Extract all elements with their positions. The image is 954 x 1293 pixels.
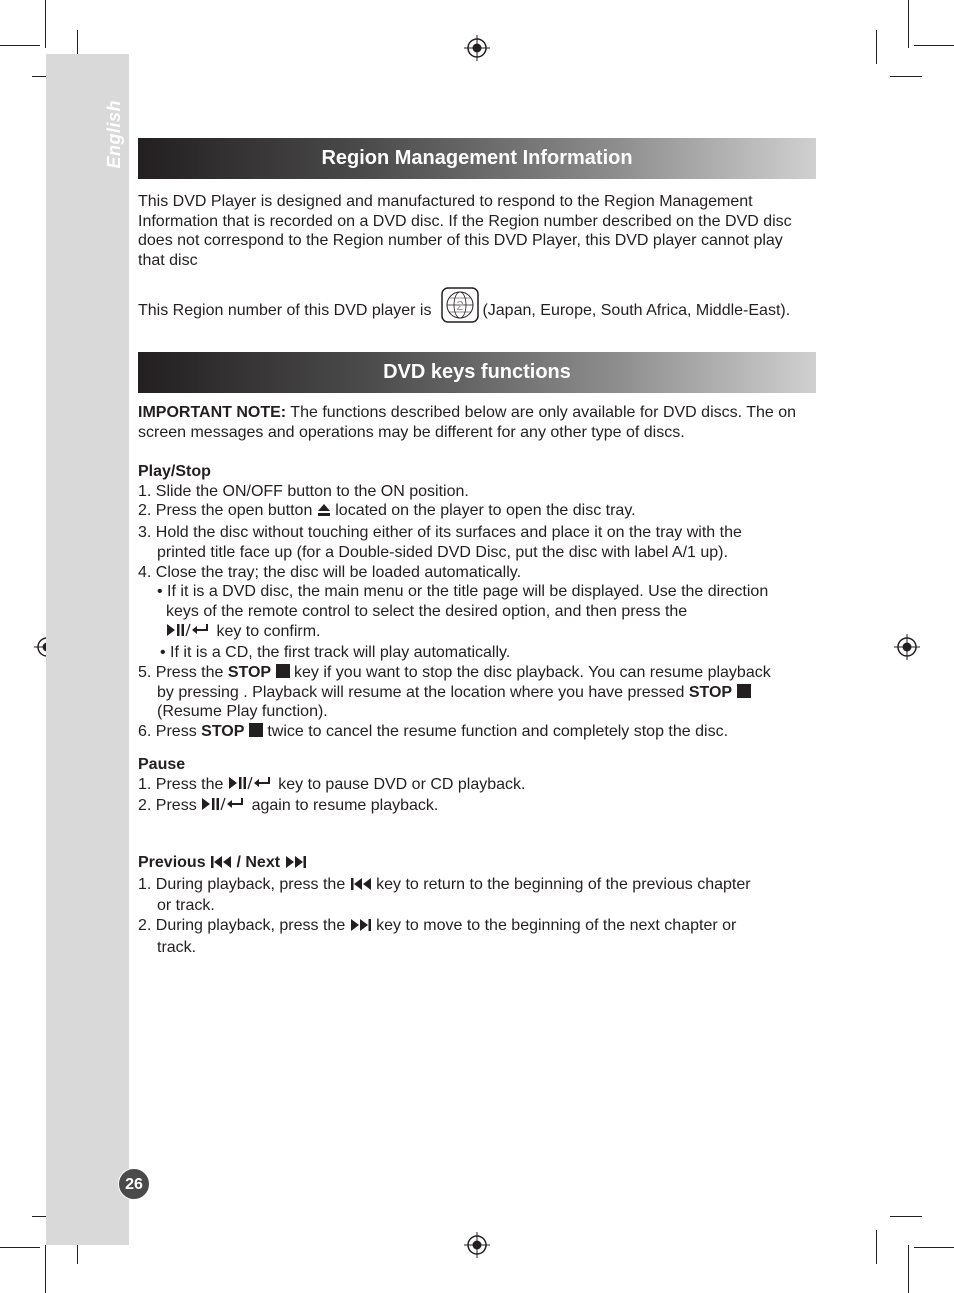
play-step-3-cont: printed title face up (for a Double-sided DVD Disc, put the disc with label A/1 up). [157,543,728,561]
play-step-4: 4. Close the tray; the disc will be loaded automatically. [138,563,522,581]
previous-icon [350,877,372,897]
prev-step-1-tail: key to return to the beginning of the previous chapter [376,875,751,893]
prev-step-1-text: 1. During playback, press the [138,875,350,893]
side-tab [46,54,129,1245]
registration-mark-icon [464,35,490,61]
play-stop-section [138,462,818,742]
play-step-2 [138,501,818,523]
play-step-2-tail: located on the player to open the disc tray. [330,502,636,520]
stop-icon [249,723,263,737]
pause-step-1-tail: key to pause DVD or CD playback. [278,775,526,793]
registration-mark-icon [894,634,920,660]
important-note [138,403,818,442]
next-step-2-cont: track. [157,938,197,956]
crop-mark [45,0,46,48]
language-tab: English [104,100,124,169]
play-pause-enter-icon [201,796,247,818]
play-step-3: 3. Hold the disc without touching either of its surfaces and place it on the tray with the [138,524,742,542]
play-step-5-cont [138,683,818,703]
region-number-line [138,287,818,329]
stop-icon [276,664,290,678]
pause-step-2 [138,796,818,818]
crop-mark [0,45,40,46]
stop-label: STOP [227,664,272,682]
pause-step-2-text: 2. Press [138,797,202,815]
play-step-6 [138,722,818,742]
play-step-5 [138,663,818,683]
step5-tail: key if you want to stop the disc playback. You can resume playback [289,664,771,682]
play-step-1: 1. Slide the ON/OFF button to the ON position. [138,482,469,500]
next-icon [285,855,307,875]
region-globe-icon [441,287,479,329]
note-label: IMPORTANT NOTE: [138,404,287,421]
stop-label: STOP [201,723,245,741]
crop-mark [908,0,909,48]
section-title-region: Region Management Information [138,138,816,179]
play-bullet-dvd-cont: keys of the remote control to select the desired option, and then press the [166,602,688,620]
note-text: The functions described below are only available for DVD discs. The on screen messages and operations may be different for any other type of discs. [138,404,797,441]
step6-text: 6. Press [138,723,202,741]
previous-icon [210,855,232,875]
stop-label: STOP [688,683,733,701]
play-bullet-dvd-confirm [138,622,818,644]
crop-mark [890,76,922,77]
crop-mark [908,1245,909,1293]
next-step-2-tail: key to move to the beginning of the next chapter or [371,917,737,935]
step6-tail: twice to cancel the resume function and completely stop the disc. [262,723,729,741]
region-intro: This DVD Player is designed and manufactured to respond to the Region Management Information that is recorded on a DVD disc. If the Region number described on the DVD disc does not correspond to the Region number of this DVD Player, this DVD player cannot play that disc [138,193,792,270]
crop-mark [914,45,954,46]
crop-mark [890,1216,922,1217]
play-bullet-dvd: • If it is a DVD disc, the main menu or the title page will be displayed. Use the direction [157,583,769,601]
play-pause-enter-icon [228,775,274,797]
prev-step-1-cont: or track. [157,897,215,915]
step5-cont-text: by pressing . Playback will resume at the location where you have pressed [157,683,689,701]
region-lead-text: This Region number of this DVD player is [138,302,432,319]
prev-step-1 [138,875,818,897]
play-bullet-cd: • If it is a CD, the first track will play automatically. [160,644,511,662]
pause-step-1 [138,775,818,797]
pause-section [138,755,818,818]
page-number: 26 [118,1168,150,1200]
play-pause-enter-icon [166,622,212,644]
eject-icon [317,503,331,523]
next-step-2-text: 2. During playback, press the [138,917,350,935]
prev-next-heading [138,853,818,875]
pause-step-1-text: 1. Press the [138,775,228,793]
step5-text: 5. Press the [138,664,228,682]
next-label: / Next [232,854,285,871]
crop-mark [876,30,877,64]
region-paragraph [138,192,818,271]
confirm-tail: key to confirm. [212,622,321,640]
pause-heading: Pause [138,756,186,773]
region-number-text: 2 [456,298,465,313]
stop-icon [737,684,751,698]
registration-mark-icon [464,1232,490,1258]
pause-step-2-tail: again to resume playback. [251,797,439,815]
prev-next-section [138,853,818,958]
next-step-2 [138,916,818,938]
next-icon [350,918,372,938]
crop-mark [45,1245,46,1293]
play-step-2-text: 2. Press the open button [138,502,317,520]
section-title-dvd-keys: DVD keys functions [138,352,816,393]
crop-mark [0,1247,40,1248]
crop-mark [876,1230,877,1264]
region-tail-text: (Japan, Europe, South Africa, Middle-East). [482,302,791,319]
crop-mark [914,1247,954,1248]
play-step-5-resume: (Resume Play function). [157,703,328,721]
previous-label: Previous [138,854,211,871]
play-stop-heading: Play/Stop [138,463,211,480]
